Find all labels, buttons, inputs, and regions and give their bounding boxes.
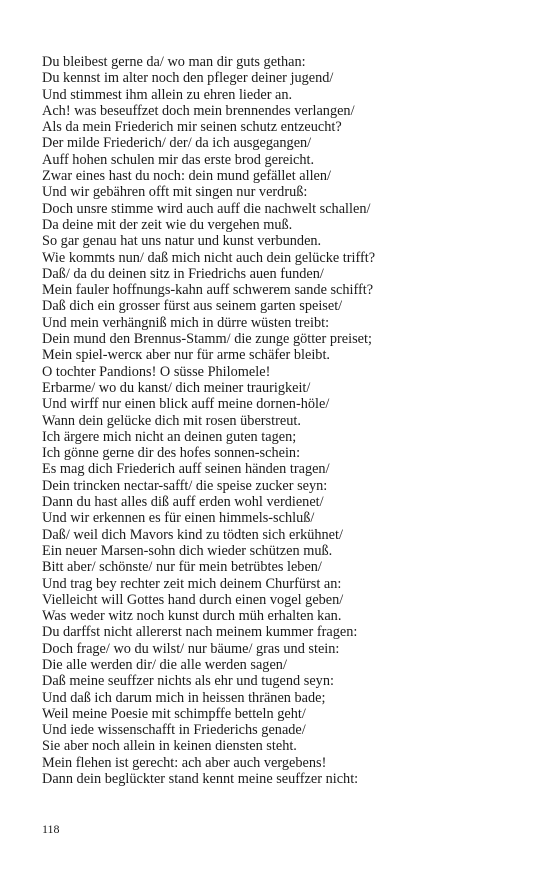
- poem-line: Es mag dich Friederich auff seinen händen tragen/: [42, 461, 330, 478]
- poem-line: Und mein verhängniß mich in dürre wüsten treibt:: [42, 314, 330, 331]
- poem-line: Dein trincken nectar-safft/ die speise zucker seyn:: [42, 477, 328, 494]
- poem-text: [42, 54, 522, 787]
- poem-line: Ich gönne gerne dir des hofes sonnen-schein:: [42, 445, 301, 462]
- poem-line: Und iede wissenschafft in Friederichs genade/: [42, 722, 306, 739]
- poem-line: Erbarme/ wo du kanst/ dich meiner traurigkeit/: [42, 379, 311, 396]
- poem-line: Und wir gebähren offt mit singen nur verdruß:: [42, 184, 308, 201]
- poem-line: So gar genau hat uns natur und kunst verbunden.: [42, 233, 322, 250]
- poem-line: Mein fauler hoffnungs-kahn auff schwerem sande schifft?: [42, 282, 374, 299]
- poem-line: Dein mund den Brennus-Stamm/ die zunge götter preiset;: [42, 331, 372, 348]
- poem-line: Ich ärgere mich nicht an deinen guten tagen;: [42, 428, 297, 445]
- poem-line: Daß dich ein grosser fürst aus seinem garten speiset/: [42, 298, 343, 315]
- poem-line: Sie aber noch allein in keinen diensten steht.: [42, 738, 297, 755]
- poem-line: Dann du hast alles diß auff erden wohl verdienet/: [42, 494, 324, 511]
- poem-line: Und daß ich darum mich in heissen thränen bade;: [42, 689, 326, 706]
- page-number: 118: [42, 822, 60, 836]
- poem-line: O tochter Pandions! O süsse Philomele!: [42, 363, 271, 380]
- poem-line: Daß meine seuffzer nichts als ehr und tugend seyn:: [42, 673, 334, 690]
- poem-line: Daß/ weil dich Mavors kind zu tödten sich erkühnet/: [42, 526, 343, 543]
- poem-line: Mein spiel-wercк aber nur für arme schäfer bleibt.: [42, 347, 330, 364]
- poem-line: Ach! was beseuffzet doch mein brennendes verlangen/: [42, 102, 355, 119]
- poem-line: Dann dein beglückter stand kennt meine seuffzer nicht:: [42, 771, 359, 788]
- poem-line: Daß/ da du deinen sitz in Friedrichs auen funden/: [42, 265, 324, 282]
- poem-line: Da deine mit der zeit wie du vergehen muß.: [42, 216, 293, 233]
- poem-line: Was weder witz noch kunst durch müh erhalten kan.: [42, 608, 342, 625]
- poem-line: Der milde Friederich/ der/ da ich ausgegangen/: [42, 135, 312, 152]
- poem-line: Die alle werden dir/ die alle werden sagen/: [42, 656, 287, 673]
- poem-line: Wann dein gelücke dich mit rosen überstreut.: [42, 412, 301, 429]
- poem-line: Auff hohen schulen mir das erste brod gereicht.: [42, 151, 315, 168]
- poem-line: Und wir erkennen es für einen himmels-schluß/: [42, 510, 315, 527]
- poem-line: Und wirff nur einen blick auff meine dornen-höle/: [42, 396, 330, 413]
- poem-line: Und stimmest ihm allein zu ehren lieder an.: [42, 86, 293, 103]
- poem-line: Doch unsre stimme wird auch auff die nachwelt schallen/: [42, 200, 371, 217]
- poem-line: Bitt aber/ schönste/ nur für mein betrübtes leben/: [42, 559, 322, 576]
- poem-line: Du bleibest gerne da/ wo man dir guts gethan:: [42, 54, 306, 70]
- poem-line: Wie kommts nun/ daß mich nicht auch dein gelücke trifft?: [42, 249, 376, 266]
- poem-line: Du darffst nicht allererst nach meinem kummer fragen:: [42, 624, 358, 641]
- poem-line: Ein neuer Marsen-sohn dich wieder schützen muß.: [42, 542, 333, 559]
- poem-line: Du kennst im alter noch den pfleger deiner jugend/: [42, 70, 334, 87]
- poem-line: Doch frage/ wo du wilst/ nur bäume/ gras und stein:: [42, 640, 340, 657]
- poem-line: Mein flehen ist gerecht: ach aber auch vergebens!: [42, 754, 327, 771]
- poem-line: Weil meine Poesie mit schimpffe betteln geht/: [42, 705, 306, 722]
- poem-line: Zwar eines hast du noch: dein mund gefället allen/: [42, 168, 332, 185]
- poem-line: Als da mein Friederich mir seinen schutz entzeucht?: [42, 119, 342, 136]
- poem-line: Vielleicht will Gottes hand durch einen vogel geben/: [42, 591, 344, 608]
- poem-line: Und trag bey rechter zeit mich deinem Churfürst an:: [42, 575, 342, 592]
